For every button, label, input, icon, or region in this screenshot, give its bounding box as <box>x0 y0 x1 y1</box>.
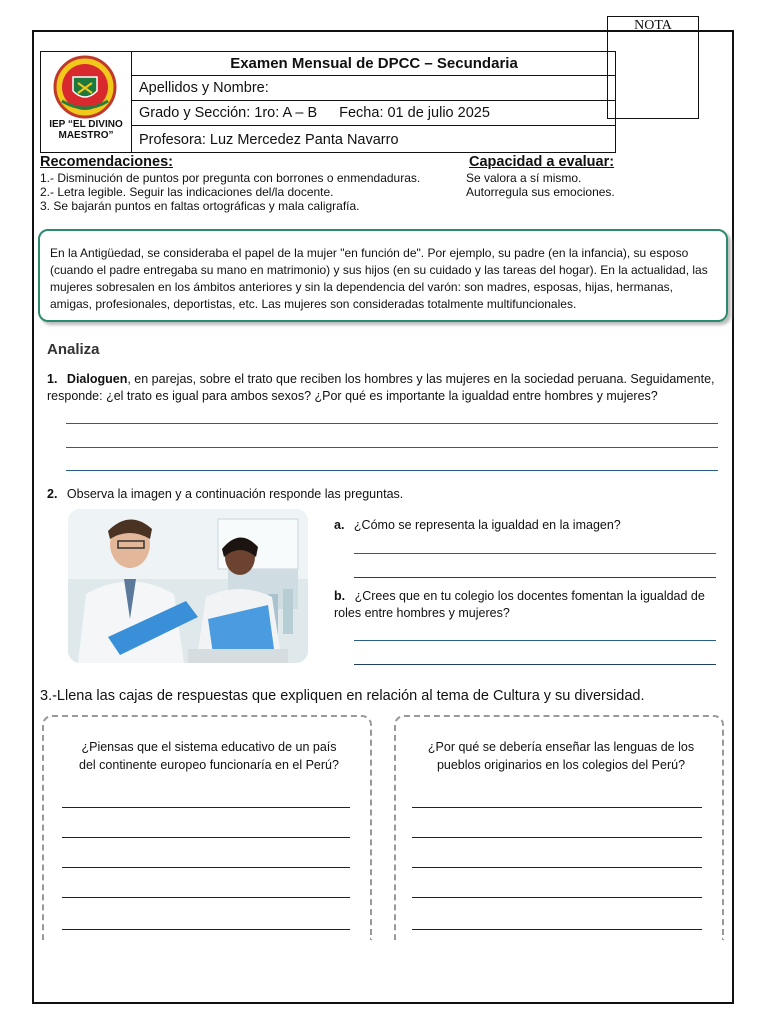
question-2b-text: ¿Crees que en tu colegio los docentes fomentan la igualdad de roles entre hombres y mujeres? <box>334 589 705 620</box>
right-card-question: ¿Por qué se debería enseñar las lenguas de los pueblos originarios en los colegios del Perú? <box>427 740 695 772</box>
answer-line[interactable] <box>354 577 716 578</box>
recommendation-3: 3. Se bajarán puntos en faltas ortográficas y mala caligrafía. <box>40 199 360 213</box>
name-label: Apellidos y Nombre: <box>139 80 269 96</box>
capacity-2: Autorregula sus emociones. <box>466 185 615 199</box>
grade-box[interactable] <box>607 16 699 119</box>
school-logo <box>40 53 130 123</box>
teacher-label: Profesora: Luz Mercedez Panta Navarro <box>139 131 399 148</box>
question-2 <box>47 486 403 503</box>
answer-card-right <box>394 715 724 940</box>
question-2a-label: a. <box>334 518 345 532</box>
answer-line[interactable] <box>412 897 702 898</box>
question-2b-label: b. <box>334 589 346 603</box>
question-3: 3.-Llena las cajas de respuestas que expliquen en relación al tema de Cultura y su diversidad. <box>40 688 645 704</box>
answer-line[interactable] <box>62 837 350 838</box>
grade-section-label: Grado y Sección: 1ro: A – B <box>139 105 318 121</box>
grade-section-row <box>132 101 616 126</box>
recommendations-heading: Recomendaciones: <box>40 154 173 170</box>
question-2b <box>334 588 724 622</box>
answer-line[interactable] <box>62 929 350 930</box>
grade-label: NOTA <box>634 18 672 33</box>
lab-photo <box>68 509 308 663</box>
answer-line[interactable] <box>354 640 716 641</box>
intro-text: En la Antigüedad, se consideraba el papel de la mujer "en función de". Por ejemplo, su padre (en la infancia), su esposo (cuando el padre entregaba su mano en matrimonio) y sus hijos (en su cuidado y las tareas del hogar). En la actualidad, las mujeres sobresalen en los ámbitos anteriores y sin la dependencia del varón: son madres, esposas, hijas, hermanas, amigas, profesionales, deportistas, etc. Las mujeres son consideradas totalmente multifuncionales. <box>50 246 708 311</box>
question-1-text: , en parejas, sobre el trato que reciben los hombres y las mujeres en la sociedad peruana. Seguidamente, responde: ¿el trato es igual para ambos sexos? ¿Por qué es importante la igualdad entre hombres y mujeres? <box>47 372 715 403</box>
answer-line[interactable] <box>412 867 702 868</box>
name-field[interactable] <box>132 76 616 101</box>
capacity-1: Se valora a sí mismo. <box>466 171 582 185</box>
answer-line[interactable] <box>62 807 350 808</box>
answer-line[interactable] <box>354 553 716 554</box>
question-2a <box>334 517 621 534</box>
question-1-number: 1. <box>47 372 58 386</box>
question-2-text: Observa la imagen y a continuación responde las preguntas. <box>66 487 404 501</box>
teacher-row <box>132 126 616 153</box>
school-name: IEP “EL DIVINO MAESTRO” <box>49 119 123 141</box>
intro-box <box>38 229 728 322</box>
answer-line[interactable] <box>412 837 702 838</box>
question-1 <box>47 371 727 405</box>
answer-line[interactable] <box>354 664 716 665</box>
answer-line[interactable] <box>412 929 702 930</box>
question-2a-text: ¿Cómo se representa la igualdad en la imagen? <box>353 518 621 532</box>
recommendation-1: 1.- Disminución de puntos por pregunta con borrones o enmendaduras. <box>40 171 421 185</box>
answer-line[interactable] <box>62 897 350 898</box>
question-1-lead: Dialoguen <box>66 372 128 386</box>
recommendation-2: 2.- Letra legible. Seguir las indicaciones del/la docente. <box>40 185 334 199</box>
answer-line[interactable] <box>66 470 718 471</box>
answer-card-left <box>42 715 372 940</box>
section-title: Analiza <box>47 341 100 358</box>
date-label: Fecha: 01 de julio 2025 <box>339 105 490 121</box>
answer-line[interactable] <box>66 447 718 448</box>
answer-line[interactable] <box>62 867 350 868</box>
capacity-heading: Capacidad a evaluar: <box>469 154 615 170</box>
answer-line[interactable] <box>412 807 702 808</box>
exam-title: Examen Mensual de DPCC – Secundaria <box>132 51 616 76</box>
question-2-number: 2. <box>47 487 58 501</box>
left-card-question: ¿Piensas que el sistema educativo de un país del continente europeo funcionaría en el Perú? <box>79 740 339 772</box>
answer-line[interactable] <box>66 423 718 424</box>
